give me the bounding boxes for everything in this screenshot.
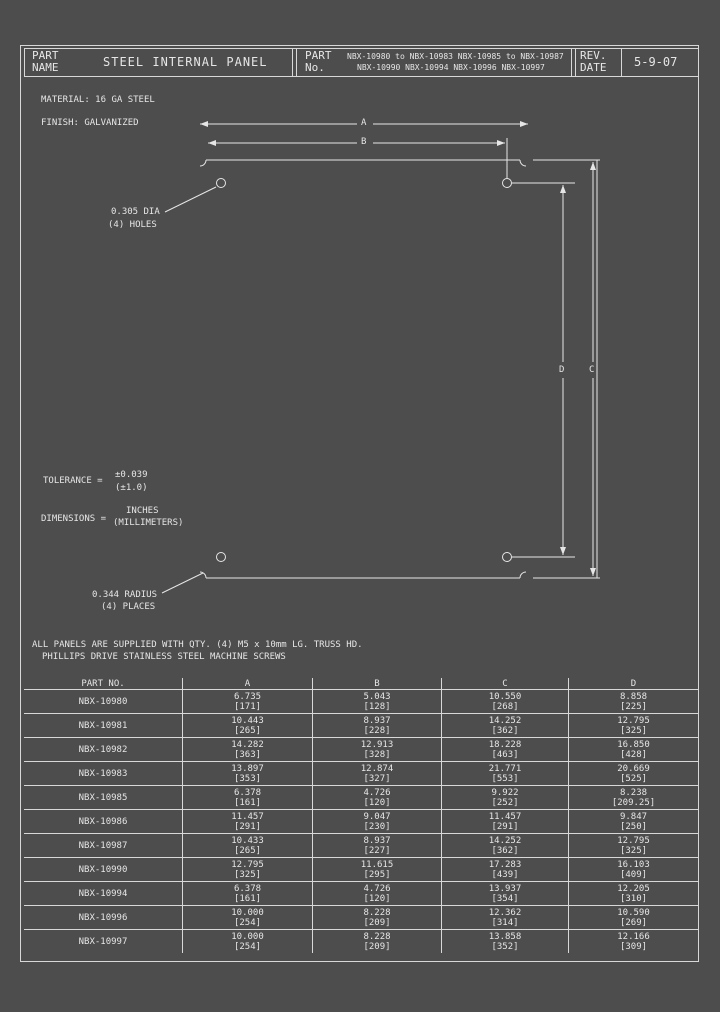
col-header-b: B [313,678,442,690]
cell-b [313,690,442,714]
holes-note-line1: 0.305 DIA [111,207,160,217]
cell-value-mm: [314] [491,917,519,928]
rev-date: 5-9-07 [634,55,678,69]
hole-top-right [503,179,512,188]
cell-value-mm: [325] [233,869,262,880]
cell-value-mm: [227] [363,845,391,856]
cell-b [313,858,442,882]
cell-value-inches: 9.922 [491,787,519,798]
cell-value-inches: 12.913 [360,739,394,750]
cell-a [183,930,313,954]
cell-value-inches: 12.362 [488,907,522,918]
cell-value-inches: 5.043 [363,691,391,702]
hole-top-left [217,179,226,188]
rev-date-label: REV. DATE [580,49,607,74]
cell-c [442,930,569,954]
cell-value-mm: [268] [491,701,519,712]
cell-c [442,690,569,714]
cell-value-mm: [525] [619,773,648,784]
cell-value-mm: [161] [233,893,262,904]
cell-value-mm: [309] [619,941,648,952]
col-header-a: A [183,678,313,690]
cell-b [313,834,442,858]
cell-b [313,762,442,786]
radius-note-line2: (4) PLACES [101,602,156,612]
cell-value-inches: 10.000 [231,931,264,942]
cell-c [442,906,569,930]
cell-value-mm: [291] [491,821,519,832]
cell-b [313,714,442,738]
cell-part-no: NBX-10994 [24,882,183,906]
cell-value-inches: 14.282 [231,739,264,750]
cell-c [442,762,569,786]
cell-b [313,882,442,906]
table-row [24,858,698,882]
cell-c [442,786,569,810]
cell-value-inches: 8.937 [363,715,391,726]
cell-b [313,738,442,762]
cell-value-mm: [328] [363,749,391,760]
cell-value-inches: 13.937 [488,883,522,894]
cell-value-inches: 6.378 [233,883,262,894]
cell-value-mm: [362] [491,845,519,856]
cell-value-inches: 18.228 [488,739,522,750]
cell-value-mm: [269] [619,917,648,928]
cell-value-mm: [225] [619,701,648,712]
cell-value-mm: [120] [363,797,391,808]
table-row [24,810,698,834]
cell-value-mm: [463] [491,749,519,760]
col-header-part-no: PART NO. [24,678,183,690]
cell-value-mm: [250] [619,821,648,832]
cell-value-mm: [230] [363,821,391,832]
cell-part-no: NBX-10981 [24,714,183,738]
cell-value-mm: [553] [491,773,519,784]
part-no-label: PART No. [305,49,332,74]
col-header-d: D [569,678,699,690]
table-row [24,714,698,738]
table-header-row [24,678,698,690]
cell-d [569,690,699,714]
cell-c [442,810,569,834]
cell-d [569,930,699,954]
part-name-label: PART NAME [32,49,59,74]
cell-value-inches: 10.590 [617,907,650,918]
cell-a [183,738,313,762]
cell-value-mm: [161] [233,797,262,808]
part-numbers-line1: NBX-10980 to NBX-10983 NBX-10985 to NBX-10987 [347,52,564,61]
cell-value-inches: 16.850 [617,739,650,750]
cell-value-mm: [362] [491,725,519,736]
cell-value-inches: 6.378 [233,787,262,798]
cell-d [569,786,699,810]
cell-value-inches: 10.550 [488,691,522,702]
cell-value-inches: 20.669 [617,763,650,774]
dimensions-label: DIMENSIONS = [41,514,107,524]
cell-d [569,762,699,786]
cell-d [569,810,699,834]
cell-value-inches: 12.795 [231,859,264,870]
cell-b [313,930,442,954]
cell-value-inches: 12.205 [617,883,650,894]
cell-value-inches: 12.166 [617,931,650,942]
cell-a [183,810,313,834]
cell-value-inches: 9.047 [363,811,391,822]
cell-value-inches: 10.443 [231,715,264,726]
screws-note-line2: PHILLIPS DRIVE STAINLESS STEEL MACHINE SCREWS [42,652,286,662]
table-row [24,834,698,858]
cell-a [183,882,313,906]
cell-value-inches: 12.795 [617,835,650,846]
cell-value-inches: 13.858 [488,931,522,942]
cell-value-mm: [354] [491,893,519,904]
cell-a [183,714,313,738]
cell-value-mm: [228] [363,725,391,736]
cell-c [442,834,569,858]
table-row [24,786,698,810]
cell-part-no: NBX-10985 [24,786,183,810]
cell-part-no: NBX-10990 [24,858,183,882]
parts-table [24,678,698,953]
cell-part-no: NBX-10982 [24,738,183,762]
cell-a [183,834,313,858]
table-row [24,762,698,786]
cell-value-inches: 4.726 [363,883,391,894]
dimensions-line2: (MILLIMETERS) [113,518,184,528]
cell-value-inches: 8.858 [619,691,648,702]
cell-value-inches: 16.103 [617,859,650,870]
hole-bottom-left [217,553,226,562]
dim-label-b: B [361,137,367,147]
cell-value-mm: [363] [233,749,262,760]
table-row [24,882,698,906]
cell-c [442,714,569,738]
cell-value-mm: [128] [363,701,391,712]
cell-a [183,858,313,882]
cell-part-no: NBX-10997 [24,930,183,954]
tolerance-label: TOLERANCE = [43,476,103,486]
cell-value-inches: 8.228 [363,907,391,918]
cell-value-mm: [254] [233,917,262,928]
finish-note: FINISH: GALVANIZED [41,118,139,128]
part-name: STEEL INTERNAL PANEL [103,55,268,69]
cell-value-inches: 11.615 [360,859,394,870]
cell-value-inches: 12.874 [360,763,394,774]
cell-d [569,714,699,738]
cell-part-no: NBX-10996 [24,906,183,930]
cell-part-no: NBX-10983 [24,762,183,786]
cell-a [183,762,313,786]
cell-value-mm: [310] [619,893,648,904]
cell-value-inches: 14.252 [488,715,522,726]
cell-value-inches: 21.771 [488,763,522,774]
cell-c [442,738,569,762]
cell-d [569,834,699,858]
part-numbers-line2: NBX-10990 NBX-10994 NBX-10996 NBX-10997 [357,63,545,72]
cell-a [183,690,313,714]
cell-d [569,906,699,930]
cell-value-inches: 10.433 [231,835,264,846]
cell-b [313,906,442,930]
cell-value-inches: 11.457 [488,811,522,822]
cell-value-mm: [209.25] [611,797,656,808]
cell-value-mm: [171] [233,701,262,712]
cell-value-inches: 17.283 [488,859,522,870]
cell-a [183,786,313,810]
cell-value-inches: 4.726 [363,787,391,798]
cell-c [442,858,569,882]
cell-value-inches: 8.238 [619,787,648,798]
cell-value-inches: 12.795 [617,715,650,726]
cell-value-mm: [409] [619,869,648,880]
cell-value-inches: 10.000 [231,907,264,918]
cell-c [442,882,569,906]
dim-label-c: C [589,365,595,375]
cell-value-mm: [295] [363,869,391,880]
cell-value-inches: 14.252 [488,835,522,846]
cell-b [313,810,442,834]
hole-bottom-right [503,553,512,562]
cell-value-inches: 11.457 [231,811,264,822]
cell-part-no: NBX-10987 [24,834,183,858]
cell-value-inches: 8.228 [363,931,391,942]
table-row [24,738,698,762]
cell-value-mm: [209] [363,917,391,928]
dimensions-line1: INCHES [126,506,159,516]
holes-note-line2: (4) HOLES [108,220,157,230]
col-header-c: C [442,678,569,690]
screws-note-line1: ALL PANELS ARE SUPPLIED WITH QTY. (4) M5 x 10mm LG. TRUSS HD. [32,640,363,650]
cell-value-mm: [120] [363,893,391,904]
table-row [24,906,698,930]
cell-value-mm: [291] [233,821,262,832]
tolerance-line2: (±1.0) [115,483,148,493]
dim-label-a: A [361,118,367,128]
cell-value-mm: [325] [619,725,648,736]
cell-value-inches: 6.735 [233,691,262,702]
cell-part-no: NBX-10980 [24,690,183,714]
tolerance-line1: ±0.039 [115,470,148,480]
material-note: MATERIAL: 16 GA STEEL [41,95,155,105]
cell-d [569,882,699,906]
cell-value-mm: [353] [233,773,262,784]
cell-value-mm: [209] [363,941,391,952]
cell-value-inches: 8.937 [363,835,391,846]
table-row [24,690,698,714]
cell-value-inches: 13.897 [231,763,264,774]
cell-value-mm: [325] [619,845,648,856]
cell-value-mm: [428] [619,749,648,760]
radius-note-line1: 0.344 RADIUS [92,590,158,600]
cell-value-mm: [252] [491,797,519,808]
cell-d [569,858,699,882]
cell-a [183,906,313,930]
cell-d [569,738,699,762]
cell-value-mm: [265] [233,845,262,856]
table-row [24,930,698,954]
cell-value-mm: [352] [491,941,519,952]
cell-value-mm: [265] [233,725,262,736]
cell-value-mm: [439] [491,869,519,880]
cell-value-inches: 9.847 [619,811,648,822]
cell-value-mm: [327] [363,773,391,784]
dim-label-d: D [559,365,565,375]
cell-value-mm: [254] [233,941,262,952]
cell-b [313,786,442,810]
cell-part-no: NBX-10986 [24,810,183,834]
